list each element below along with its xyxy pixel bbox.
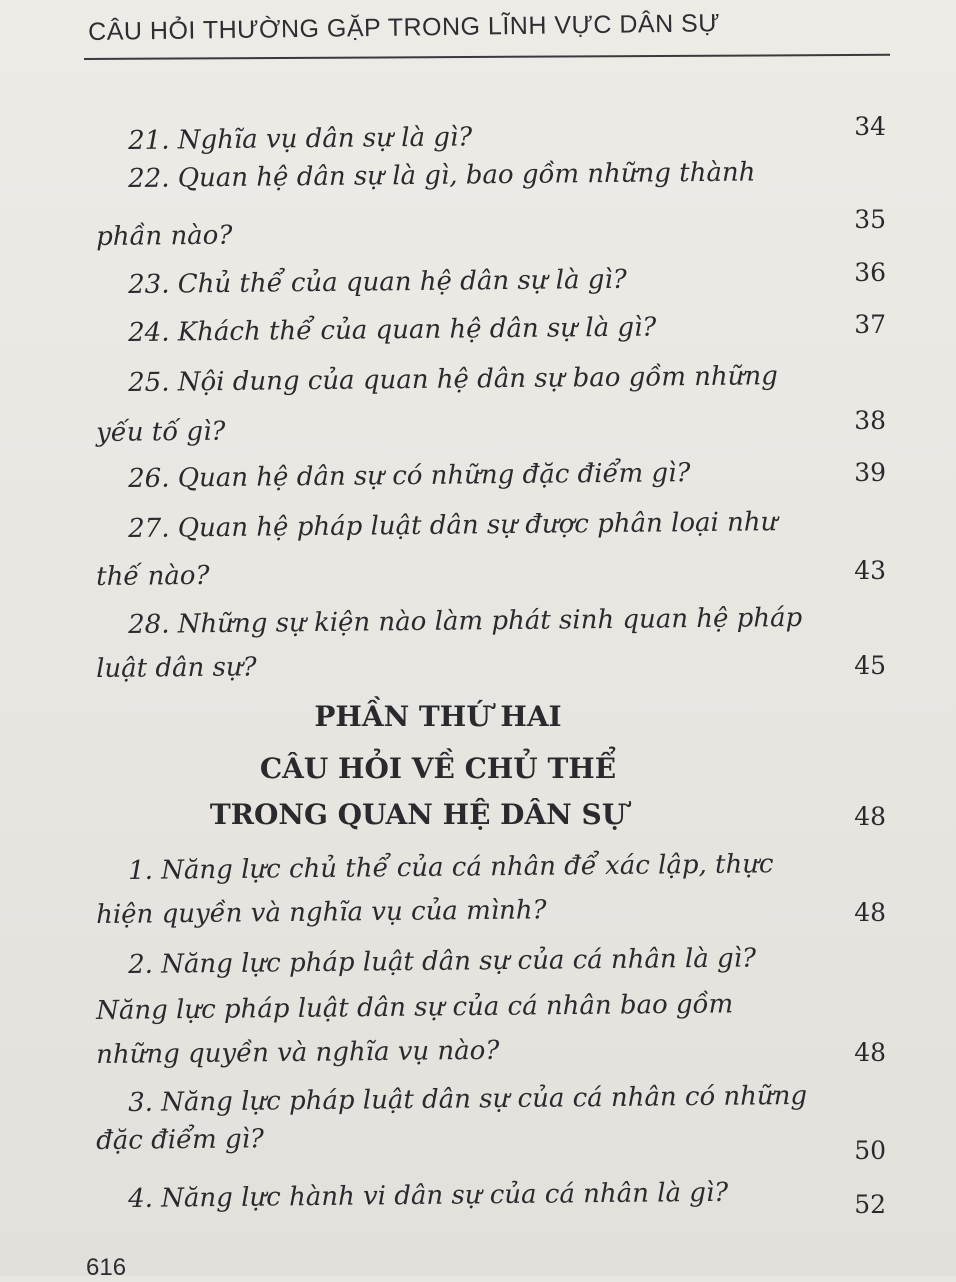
toc-page-21: 34 (854, 112, 886, 141)
toc-entry-26: 26. Quan hệ dân sự có những đặc điểm gì? (128, 458, 691, 494)
toc-entry-p2-1-cont: hiện quyền và nghĩa vụ của mình? (96, 895, 547, 930)
part-heading-page: 48 (854, 802, 886, 831)
running-head: CÂU HỎI THƯỜNG GẶP TRONG LĨNH VỰC DÂN SỰ (88, 9, 721, 46)
toc-entry-22-cont: phần nào? (96, 220, 233, 252)
toc-entry-27: 27. Quan hệ pháp luật dân sự được phân loại như (128, 507, 778, 544)
part-heading-subtitle-2: TRONG QUAN HỆ DÂN SỰ (209, 798, 627, 831)
toc-page-23: 36 (854, 258, 886, 287)
toc-page-27: 43 (854, 556, 886, 585)
part-heading-title: PHẦN THỨ HAI (314, 700, 562, 733)
toc-page-28: 45 (854, 651, 886, 680)
toc-page-p2-3: 50 (854, 1136, 886, 1165)
toc-entry-p2-4: 4. Năng lực hành vi dân sự của cá nhân là gì? (128, 1177, 729, 1214)
toc-entry-p2-2-cont: Năng lực pháp luật dân sự của cá nhân bao gồm (96, 989, 734, 1026)
toc-entry-22: 22. Quan hệ dân sự là gì, bao gồm những thành (128, 157, 756, 194)
toc-page-26: 39 (854, 458, 886, 487)
toc-entry-p2-3-cont: đặc điểm gì? (96, 1124, 265, 1156)
toc-entry-24: 24. Khách thể của quan hệ dân sự là gì? (128, 312, 657, 348)
toc-entry-25: 25. Nội dung của quan hệ dân sự bao gồm những (128, 361, 778, 398)
toc-entry-21: 21. Nghĩa vụ dân sự là gì? (128, 122, 473, 156)
toc-page-p2-4: 52 (854, 1190, 886, 1219)
toc-entry-p2-2-cont-2: những quyền và nghĩa vụ nào? (96, 1035, 500, 1070)
toc-entry-p2-3: 3. Năng lực pháp luật dân sự của cá nhân có những (128, 1080, 808, 1118)
toc-entry-28-cont: luật dân sự? (96, 652, 257, 684)
toc-entry-p2-1: 1. Năng lực chủ thể của cá nhân để xác lập, thực (128, 849, 774, 886)
toc-page-p2-2: 48 (854, 1038, 886, 1067)
toc-page-25: 38 (854, 406, 886, 435)
toc-entry-27-cont: thế nào? (96, 560, 210, 592)
toc-entry-23: 23. Chủ thể của quan hệ dân sự là gì? (128, 264, 627, 300)
toc-page-24: 37 (854, 310, 886, 339)
toc-page-p2-1: 48 (854, 898, 886, 927)
toc-entry-p2-2: 2. Năng lực pháp luật dân sự của cá nhân là gì? (128, 943, 757, 980)
toc-entry-28: 28. Những sự kiện nào làm phát sinh quan hệ pháp (128, 602, 803, 640)
page-number: 616 (86, 1254, 127, 1281)
toc-entry-25-cont: yếu tố gì? (96, 416, 226, 448)
toc-page-22: 35 (854, 205, 886, 234)
part-heading-subtitle: CÂU HỎI VỀ CHỦ THỂ (259, 752, 617, 785)
